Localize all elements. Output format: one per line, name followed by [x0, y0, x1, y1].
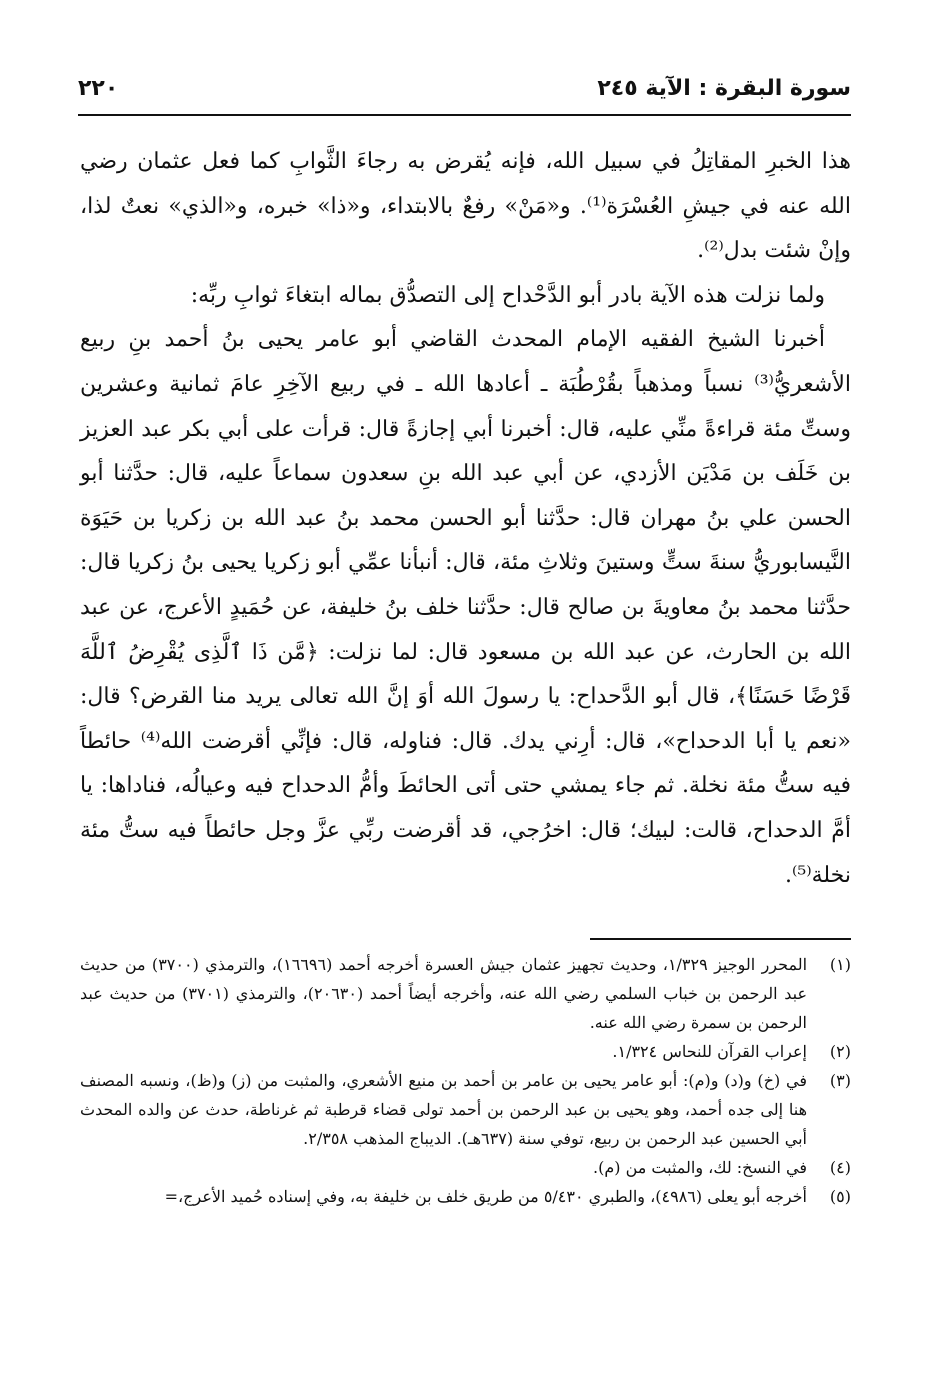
header-rule: [78, 114, 851, 116]
footnote-number: (٥): [829, 1187, 851, 1206]
footnote-number: (٣): [829, 1071, 851, 1090]
footnote-separator: [590, 938, 851, 940]
footnote: [80, 1182, 851, 1211]
footnote-number: (٢): [829, 1042, 851, 1061]
footnote: [80, 950, 851, 1037]
paragraph: ولما نزلت هذه الآية بادر أبو الدَّحْداح إلى التصدُّق بماله ابتغاءَ ثوابِ ربِّه:: [190, 282, 825, 308]
footnote-text: إعراب القرآن للنحاس ١/٣٢٤.: [612, 1042, 807, 1061]
footnote: [80, 1153, 851, 1182]
footnote-text: في (خ) و(د) و(م): أبو عامر يحيى بن عامر بن أحمد بن منيع الأشعري، والمثبت من (ز) و(ظ)، ونسبه المصنف هنا إلى جده أحمد، وهو يحيى بن عبد الرحمن بن أحمد تولى قضاء قرطبة ثم غرناطة، حدث عن والده المحدث أبي الحسين عبد الرحمن بن ربيع، توفي سنة (٦٣٧هـ). الديباج المذهب ٢/٣٥٨.: [80, 1071, 808, 1148]
main-text: [80, 140, 851, 898]
footnote-number: (١): [829, 955, 851, 974]
footnote: [80, 1066, 851, 1153]
footnote-number: (٤): [829, 1158, 851, 1177]
footnote-text: في النسخ: لك، والمثبت من (م).: [593, 1158, 807, 1177]
page-number: ٢٢٠: [78, 75, 119, 101]
paragraph: هذا الخبرِ المقاتِلُ في سبيل الله، فإنه يُقرض به رجاءَ الثَّوابِ كما فعل عثمان رضي الله عنه في جيشِ العُسْرَة⁽¹⁾. و«مَنْ» رفعٌ بالابتداء، و«ذا» خبره، و«الذي» نعتٌ لذا، وإنْ شئت بدل⁽²⁾.: [80, 149, 851, 264]
paragraph: أخبرنا الشيخ الفقيه الإمام المحدث القاضي أبو عامر يحيى بنُ أحمد بنِ ربيع الأشعريُّ⁽³⁾ نسباً ومذهباً بقُرْطُبَة ـ أعادها الله ـ في ربيع الآخِرِ عامَ ثمانية وعشرين وستِّ مئة قراءةً منِّي عليه، قال: أخبرنا أبي إجازةً قال: قرأت على أبي بكر عبد العزيز بن خَلَف بن مَدْيَن الأزدي، عن أبي عبد الله بنِ سعدون سماعاً عليه، قال: حدَّثنا أبو الحسن علي بنُ مهران قال: حدَّثنا أبو الحسن محمد بنُ عبد الله بن زكريا بن حَيَوَة النَّيسابوريُّ سنةَ ستٍّ وستينَ وثلاثِ مئة، قال: أنبأنا عمِّي أبو زكريا يحيى بنُ زكريا قال: حدَّثنا محمد بنُ معاويةَ بن صالح قال: حدَّثنا خلف بنُ خليفة، عن حُمَيدٍ الأعرج، عن عبد الله بن الحارث، عن عبد الله بن مسعود قال: لما نزلت: ﴿مَّن ذَا ٱلَّذِى يُقْرِضُ ٱللَّهَ قَرْضًا حَسَنًا﴾، قال أبو الدَّحداح: يا رسولَ الله أوَ إنَّ الله تعالى يريد منا القرض؟ قال: «نعم يا أبا الدحداح»، قال: أرِني يدك. قال: فناوله، قال: فإنِّي أقرضت الله⁽⁴⁾ حائطاً فيه ستُّ مئة نخلة. ثم جاء يمشي حتى أتى الحائطَ وأمُّ الدحداح فيه وعيالُه، فناداها: يا أمَّ الدحداح، قالت: لبيك؛ قال: اخرُجي، قد أقرضت ربِّي عزَّ وجل حائطاً فيه ستُّ مئة نخلة⁽⁵⁾.: [80, 327, 851, 888]
footnotes: [80, 950, 851, 1211]
footnote-text: أخرجه أبو يعلى (٤٩٨٦)، والطبري ٥/٤٣٠ من طريق خلف بن خليفة به، وفي إسناده حُميد الأعرج،=: [164, 1187, 807, 1206]
footnote-text: المحرر الوجيز ١/٣٢٩، وحديث تجهيز عثمان جيش العسرة أخرجه أحمد (١٦٦٩٦)، والترمذي (٣٧٠٠) من حديث عبد الرحمن بن خباب السلمي رضي الله عنه، وأخرجه أيضاً أحمد (٢٠٦٣٠)، والترمذي (٣٧٠١) من حديث عبد الرحمن بن سمرة رضي الله عنه.: [80, 955, 808, 1032]
running-header: [78, 66, 851, 110]
footnote: [80, 1037, 851, 1066]
surah-verse-title: سورة البقرة : الآية ٢٤٥: [597, 75, 851, 101]
